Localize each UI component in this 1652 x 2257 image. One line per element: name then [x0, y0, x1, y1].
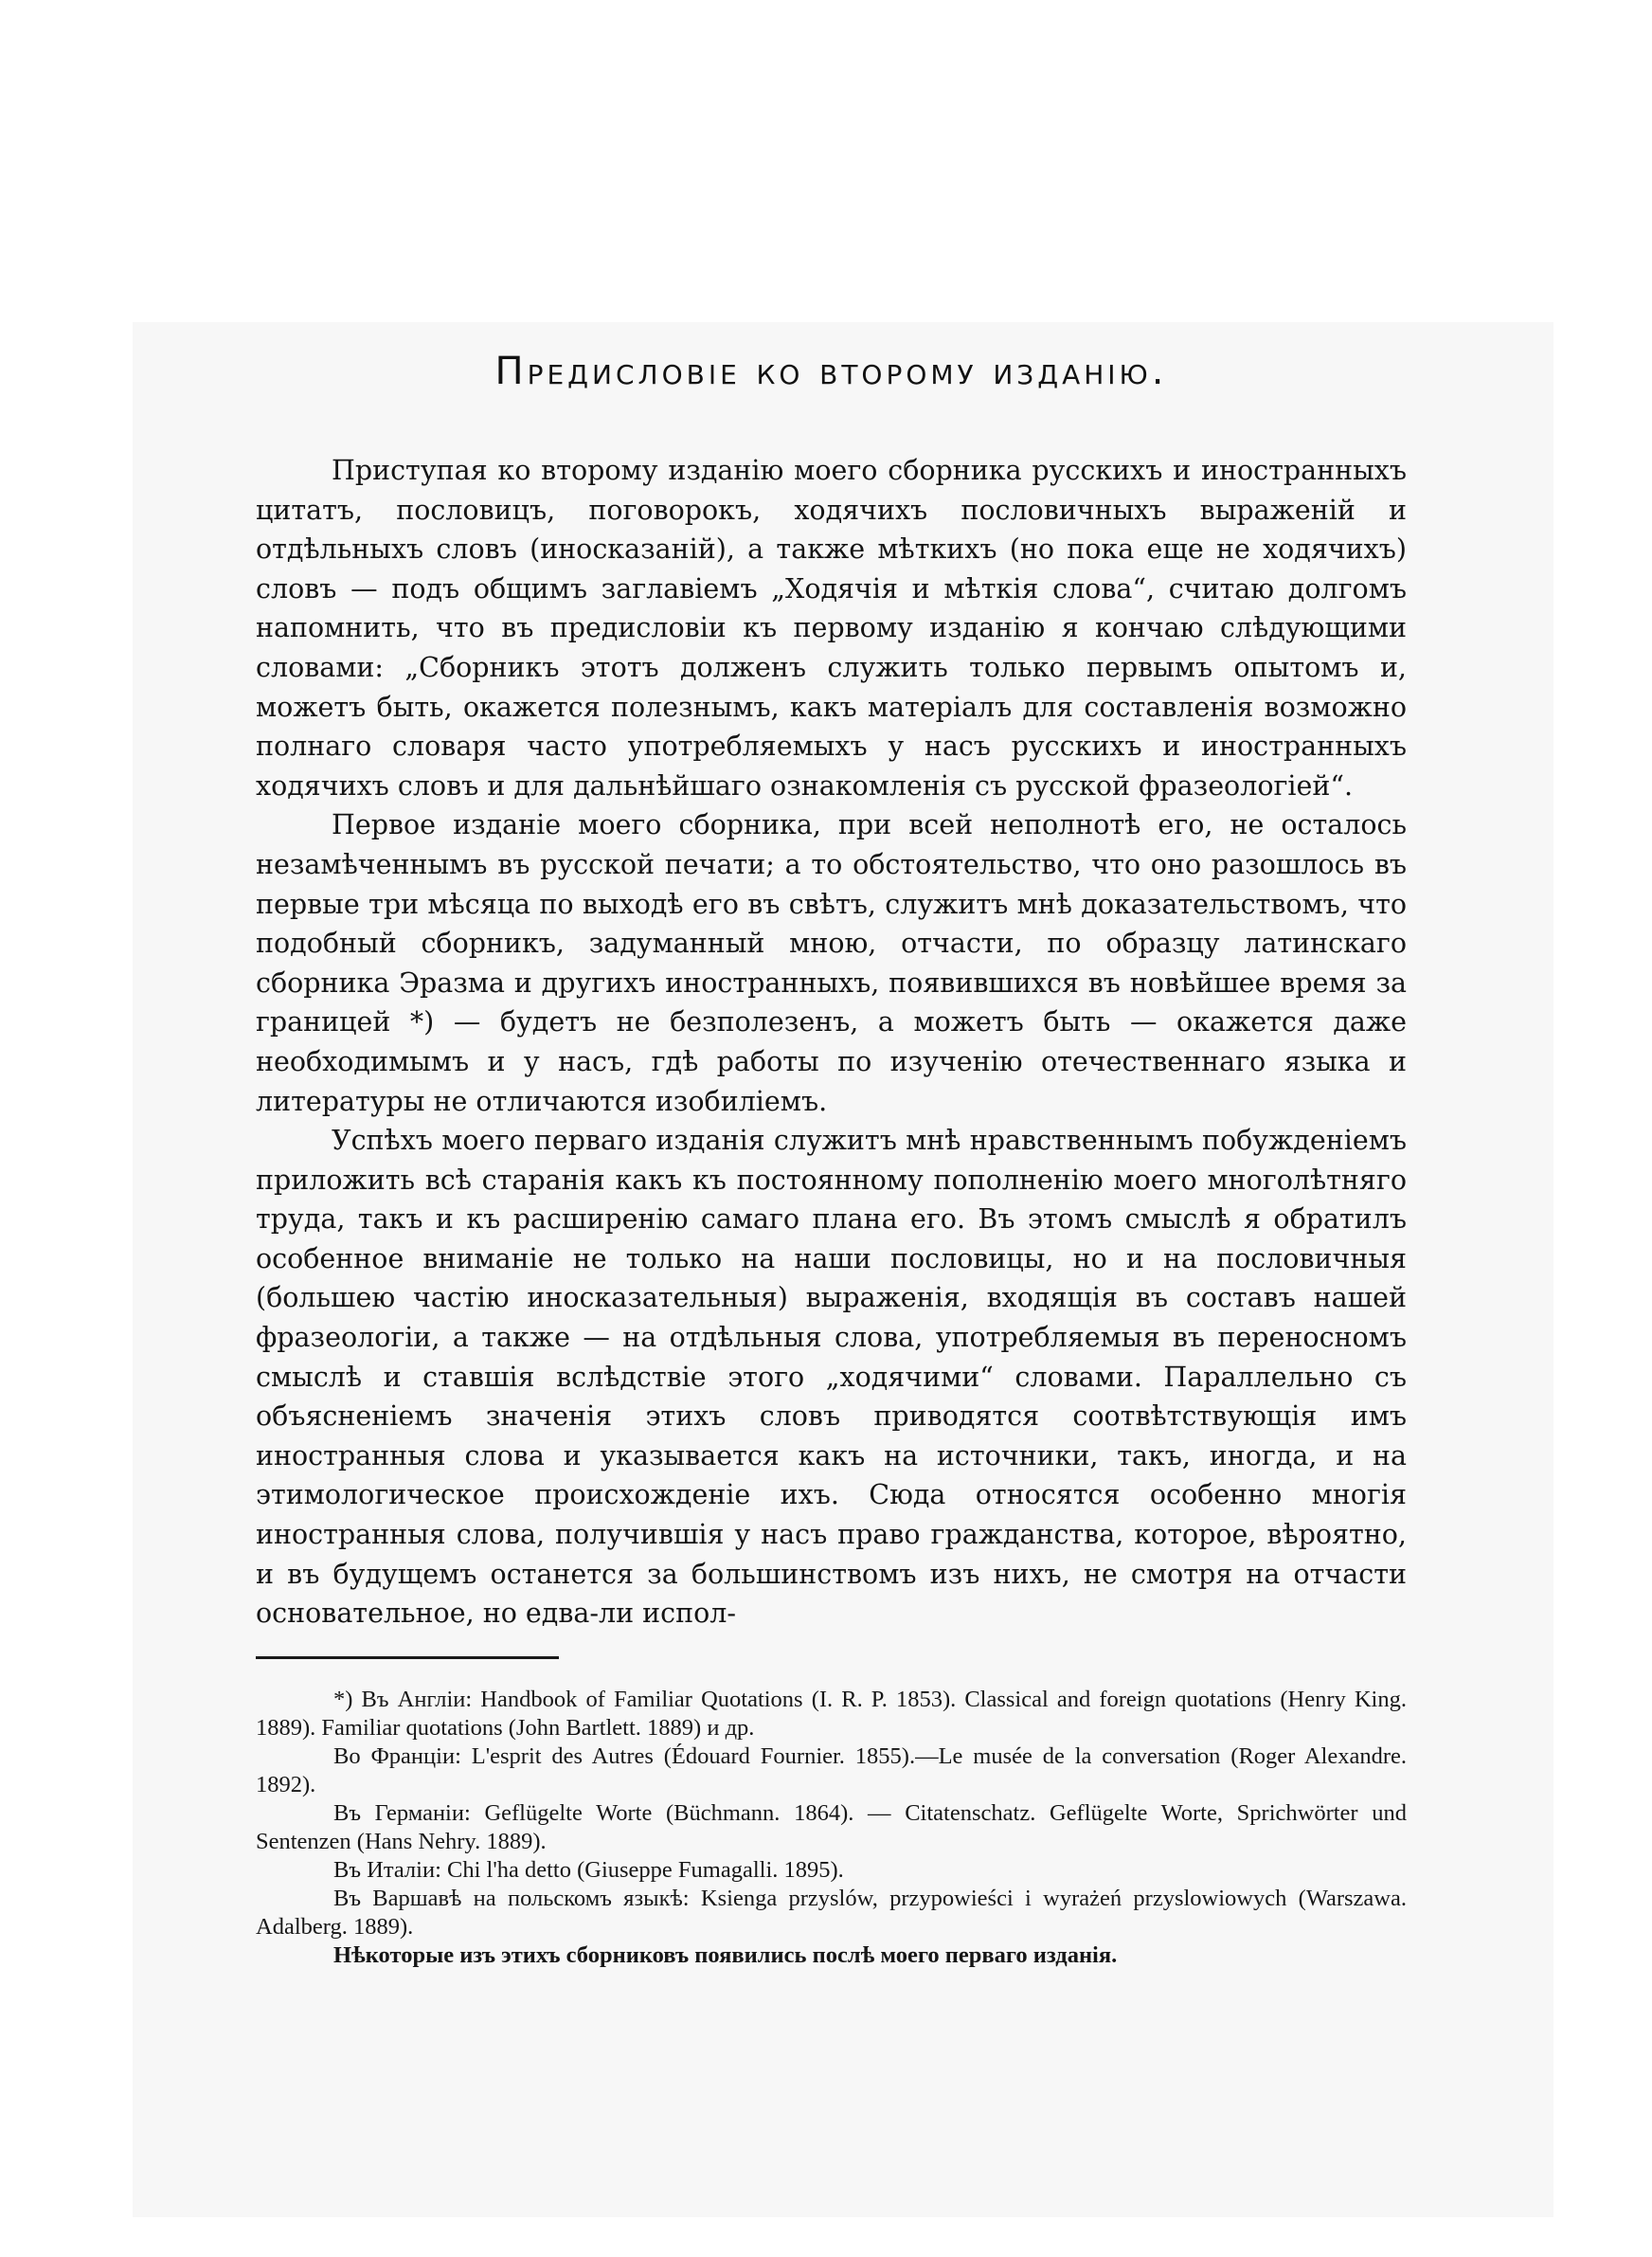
page-title: Предисловіе ко второму изданію. — [494, 350, 1168, 393]
footnote-france: Во Франціи: L'esprit des Autres (Édouard Fournier. 1855).—Le musée de la conversation (Roger Alexandre. 1892). — [256, 1742, 1407, 1797]
paragraph-2: Первое изданіе моего сборника, при всей неполнотѣ его, не осталось незамѣченнымъ въ русской печати; а то обстоятельство, что оно разошлось въ первые три мѣсяца по выходѣ его въ свѣтъ, служитъ мнѣ доказательствомъ, что подобный сборникъ, задуманный мною, отчасти, по образцу латинскаго сборника Эразма и другихъ иностранныхъ, появившихся въ новѣйшее время за границей *) — будетъ не безполезенъ, а можетъ быть — окажется даже необходимымъ и у насъ, гдѣ работы по изученію отечественнаго языка и литературы не отличаются изобиліемъ. — [256, 809, 1407, 1117]
footnote-germany: Въ Германіи: Geflügelte Worte (Büchmann. 1864). — Citatenschatz. Geflügelte Worte, Sprichwörter und Sentenzen (Hans Nehry. 1889). — [256, 1799, 1407, 1854]
paragraph-3: Успѣхъ моего перваго изданія служитъ мнѣ нравственнымъ побужденіемъ приложить всѣ старанія какъ къ постоянному пополненію моего многолѣтняго труда, такъ и къ расширенію самаго плана его. Въ этомъ смыслѣ я обратилъ особенное вниманіе не только на наши пословицы, но и на пословичныя (большею частію иносказательныя) выраженія, входящія въ составъ нашей фразеологіи, а также — на отдѣльныя слова, употребляемыя въ переносномъ смыслѣ и ставшія вслѣдствіе этого „ходячими“ словами. Параллельно съ объясненіемъ значенія этихъ словъ приводятся соотвѣтствующія имъ иностранныя слова и указывается какъ на источники, такъ, иногда, и на этимологическое происхожденіе ихъ. Сюда относятся особенно многія иностранныя слова, получившія у насъ право гражданства, которое, вѣроятно, и въ будущемъ останется за большинствомъ изъ нихъ, не смотря на отчасти основательное, но едва-ли испол- — [256, 1125, 1407, 1630]
paragraph-1: Приступая ко второму изданію моего сборника русскихъ и иностранныхъ цитатъ, пословицъ, поговорокъ, ходячихъ пословичныхъ выраженій и отдѣльныхъ словъ (иносказаній), а также мѣткихъ (но пока еще не ходячихъ) словъ — подъ общимъ заглавіемъ „Ходячія и мѣткія слова“, считаю долгомъ напомнить, что въ предисловіи къ первому изданію я кончаю слѣдующими словами: „Сборникъ этотъ долженъ служить только первымъ опытомъ и, можетъ быть, окажется полезнымъ, какъ матеріалъ для составленія возможно полнаго словаря часто употребляемыхъ у насъ русскихъ и иностранныхъ ходячихъ словъ и для дальнѣйшаго ознакомленія съ русской фразеологіей“. — [256, 455, 1407, 802]
document-page — [256, 351, 1407, 1970]
footnote-england: *) Въ Англіи: Handbook of Familiar Quotations (I. R. P. 1853). Classical and foreign quotations (Henry King. 1889). Familiar quotations (John Bartlett. 1889) и др. — [256, 1686, 1407, 1741]
footnotes — [256, 1686, 1407, 1970]
preface-body — [256, 451, 1407, 1634]
footnote-remark: Нѣкоторые изъ этихъ сборниковъ появились послѣ моего перваго изданія. — [333, 1941, 1118, 1968]
footnote-italy: Въ Италіи: Chi l'ha detto (Giuseppe Fumagalli. 1895). — [333, 1856, 844, 1883]
footnote-divider — [256, 1656, 559, 1659]
footnote-warsaw: Въ Варшавѣ на польскомъ языкѣ: Ksienga przyslów, przypowieści i wyrażeń przyslowiowych (Warszawa. Adalberg. 1889). — [256, 1885, 1407, 1940]
